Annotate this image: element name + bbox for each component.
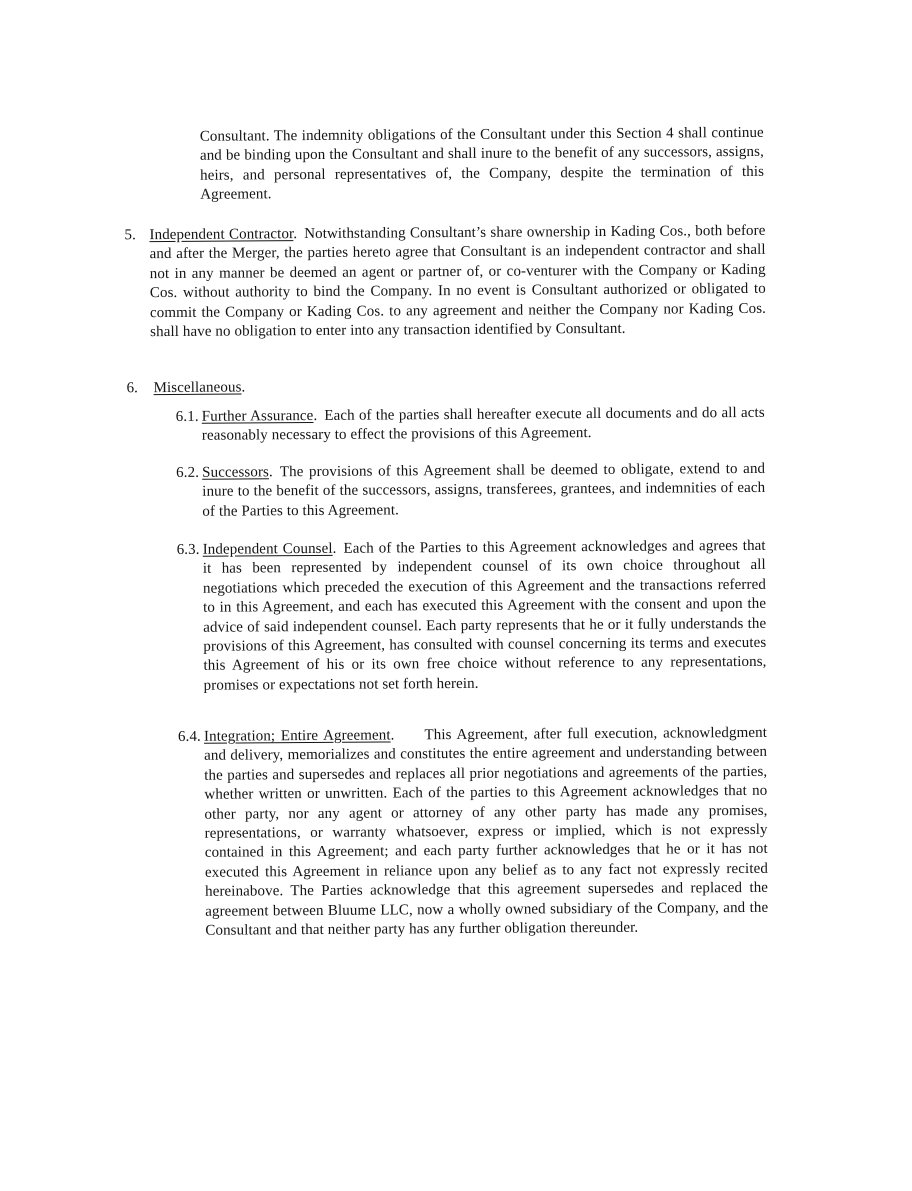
subsection-6-2-body: The provisions of this Agreement shall be deemed to obligate, extend to and inure to the benefit of the successors, assigns, transferees, grantees, and indemnities of each of the Parties to this Agreement. xyxy=(202,460,766,520)
section-5 xyxy=(124,222,766,343)
subsection-6-3-number: 6.3. xyxy=(176,541,200,558)
section-5-heading-period: . xyxy=(293,226,298,243)
subsection-6-4-heading: Integration; Entire Agreement xyxy=(203,727,391,745)
subsection-6-2-heading-period: . xyxy=(268,464,273,481)
subsection-6-3 xyxy=(177,537,767,696)
subsection-6-1-heading-period: . xyxy=(313,407,318,424)
subsection-6-2-heading: Successors xyxy=(202,464,270,481)
section-6-heading: Miscellaneous xyxy=(153,379,242,397)
section-5-heading: Independent Contractor xyxy=(149,226,294,244)
subsection-6-3-body: Each of the Parties to this Agreement acknowledges and agrees that it has been represented by independent counsel of its own choice throughout all negotiations which preceded the execution of this Agreement and the transactions referred to in this Agreement, and each has executed this Agreement with the consent and upon the advice of said independent counsel. Each party represents that he or it fully understands the provisions of this Agreement, has consulted with counsel concerning its terms and executes this Agreement of his or its own free choice without reference to any representations, promises or expectations not set forth herein. xyxy=(202,537,767,694)
subsection-6-1-heading: Further Assurance xyxy=(201,407,314,425)
section-6-number: 6. xyxy=(126,380,139,397)
section-5-body: Notwithstanding Consultant’s share ownership in Kading Cos., both before and after the Merger, the parties hereto agree that Consultant is an independent contractor and shall not in any manner be deemed an agent or partner of, or co-venturer with the Company or Kading Cos. without authority to bind the Company. In no event is Consultant authorized or obligated to commit the Company or Kading Cos. to any agreement and neither the Company nor Kading Cos. shall have no obligation to enter into any transaction identified by Consultant. xyxy=(149,222,767,341)
subsection-6-1-text xyxy=(202,404,765,447)
subsection-6-1 xyxy=(176,404,765,447)
subsection-6-4-heading-period: . xyxy=(390,727,395,744)
section-5-number: 5. xyxy=(124,227,136,244)
subsection-6-2 xyxy=(176,460,765,522)
subsection-6-2-number: 6.2. xyxy=(176,464,200,481)
subsection-6-4 xyxy=(178,724,768,942)
subsection-6-2-text xyxy=(202,460,765,522)
subsection-6-3-heading: Independent Counsel xyxy=(202,540,333,558)
section-6-heading-period: . xyxy=(241,379,246,396)
subsection-6-3-heading-period: . xyxy=(332,540,337,557)
section-6 xyxy=(126,377,526,399)
section4-continuation-paragraph: Consultant. The indemnity obligations of the Consultant under this Section 4 shall continue and be binding upon the Consultant and shall inure to the benefit of any successors, assigns, heirs, and personal representatives of, the Company, despite the termination of this Agreement. xyxy=(199,124,765,203)
subsection-6-1-body: Each of the parties shall hereafter execute all documents and do all acts reasonably necessary to effect the provisions of this Agreement. xyxy=(201,404,765,445)
subsection-6-4-text xyxy=(204,724,768,941)
subsection-6-4-body: This Agreement, after full execution, acknowledgment and delivery, memorializes and constitutes the entire agreement and understanding between the parties and supersedes and replaces all prior negotiations and agreements of the parties, whether written or unwritten. Each of the parties to this Agreement acknowledges that no other party, nor any agent or attorney of any other party has made any promises, representations, or warranty whatsoever, express or implied, which is not expressly contained in this Agreement; and each party further acknowledges that he or it has not executed this Agreement in reliance upon any belief as to any fact not expressly recited hereinabove. The Parties acknowledge that this agreement supersedes and replaced the agreement between Bluume LLC, now a wholly owned subsidiary of the Company, and the Consultant and that neither party has any further obligation thereunder. xyxy=(204,724,769,939)
section-6-text xyxy=(153,377,526,399)
subsection-6-3-text xyxy=(203,537,767,696)
subsection-6-1-number: 6.1. xyxy=(175,408,199,425)
subsection-6-4-number: 6.4. xyxy=(177,728,201,745)
section-5-text xyxy=(149,222,766,343)
